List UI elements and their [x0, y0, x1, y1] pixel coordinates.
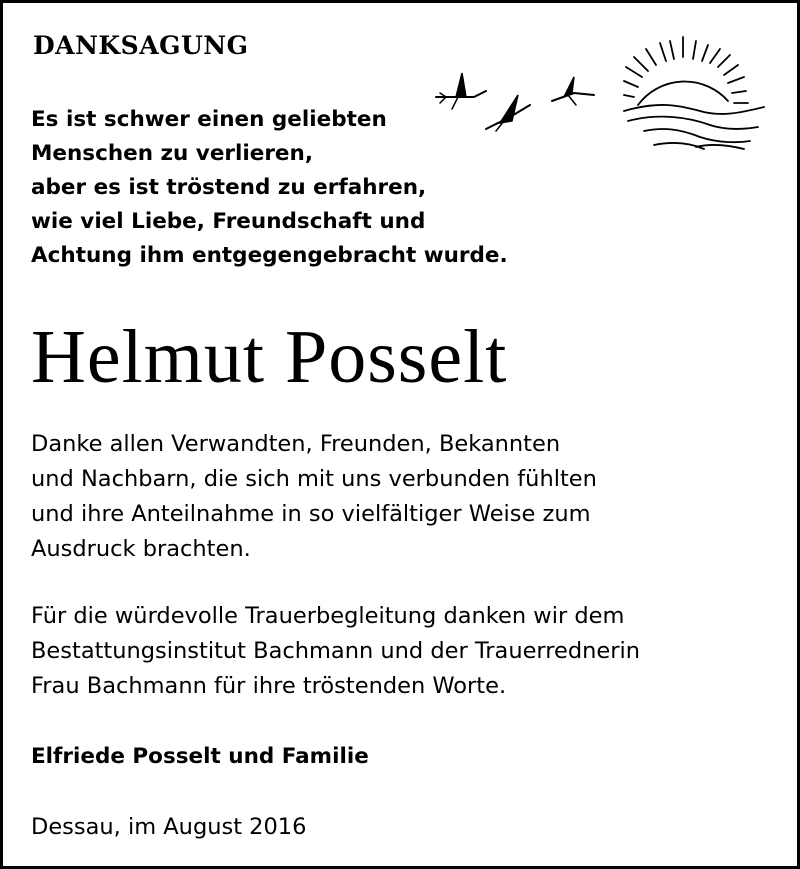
thanks-paragraph: [31, 427, 597, 567]
consolation-quote: [31, 103, 508, 273]
quote-line: Es ist schwer einen geliebten: [31, 107, 387, 132]
paragraph-line: und ihre Anteilnahme in so vielfältiger Weise zum: [31, 501, 591, 527]
place-date: Dessau, im August 2016: [31, 814, 307, 840]
bird-icon: [552, 77, 594, 105]
quote-line: aber es ist tröstend zu erfahren,: [31, 175, 427, 200]
paragraph-line: und Nachbarn, die sich mit uns verbunden fühlten: [31, 466, 597, 492]
rising-sun-icon: [624, 37, 764, 149]
funeral-thanks-paragraph: [31, 599, 640, 704]
paragraph-line: Danke allen Verwandten, Freunden, Bekannten: [31, 431, 561, 457]
paragraph-line: Ausdruck brachten.: [31, 536, 251, 562]
paragraph-line: Für die würdevolle Trauerbegleitung danken wir dem: [31, 603, 625, 629]
quote-line: Achtung ihm entgegengebracht wurde.: [31, 243, 508, 268]
paragraph-line: Frau Bachmann für ihre tröstenden Worte.: [31, 673, 507, 699]
family-signature: Elfriede Posselt und Familie: [31, 744, 369, 769]
quote-line: Menschen zu verlieren,: [31, 141, 313, 166]
notice-heading: DANKSAGUNG: [33, 31, 249, 60]
paragraph-line: Bestattungsinstitut Bachmann und der Trauerrednerin: [31, 638, 641, 664]
deceased-name: Helmut Posselt: [31, 315, 508, 399]
quote-line: wie viel Liebe, Freundschaft und: [31, 209, 426, 234]
